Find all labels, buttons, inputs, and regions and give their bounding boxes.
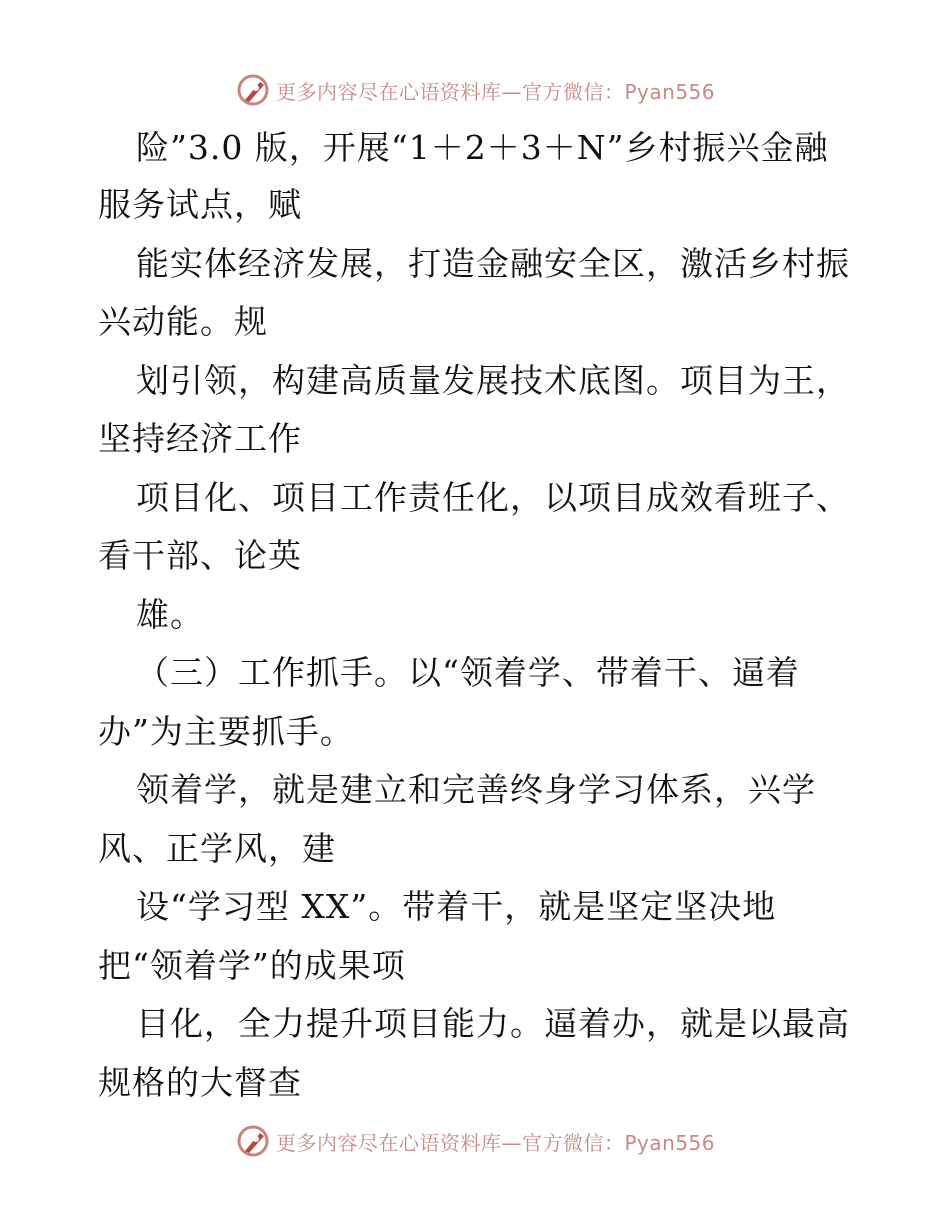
text-line: （三）工作抓手。以“领着学、带着干、逼着	[136, 653, 800, 692]
watermark-text: 更多内容尽在心语资料库—官方微信：Pyan556	[276, 1130, 716, 1155]
text-line: 兴动能。规	[98, 302, 268, 341]
text-line: 规格的大督查	[98, 1063, 302, 1102]
text-line: 项目化、项目工作责任化，以项目成效看班子、	[136, 478, 850, 517]
pen-logo-icon	[236, 1124, 270, 1158]
footer-watermark	[236, 1124, 715, 1158]
text-line: 能实体经济发展，打造金融安全区，激活乡村振	[136, 244, 850, 283]
text-line: 目化，全力提升项目能力。逼着办，就是以最高	[136, 1004, 850, 1043]
text-line: 办”为主要抓手。	[98, 712, 354, 751]
text-line: 看干部、论英	[98, 536, 302, 575]
text-line: 设“学习型 XX”。带着干，就是坚定坚决地	[136, 887, 777, 926]
text-line: 划引领，构建高质量发展技术底图。项目为王，	[136, 361, 850, 400]
watermark-text: 更多内容尽在心语资料库—官方微信：Pyan556	[276, 79, 716, 104]
text-line: 雄。	[136, 595, 204, 634]
text-line: 领着学，就是建立和完善终身学习体系，兴学	[136, 770, 816, 809]
text-line: 服务试点，赋	[98, 185, 302, 224]
text-line: 把“领着学”的成果项	[98, 946, 406, 985]
text-line: 坚持经济工作	[98, 419, 302, 458]
text-line: 风、正学风，建	[98, 829, 336, 868]
text-line: 险”3.0 版，开展“1＋2＋3＋N”乡村振兴金融	[136, 128, 829, 167]
